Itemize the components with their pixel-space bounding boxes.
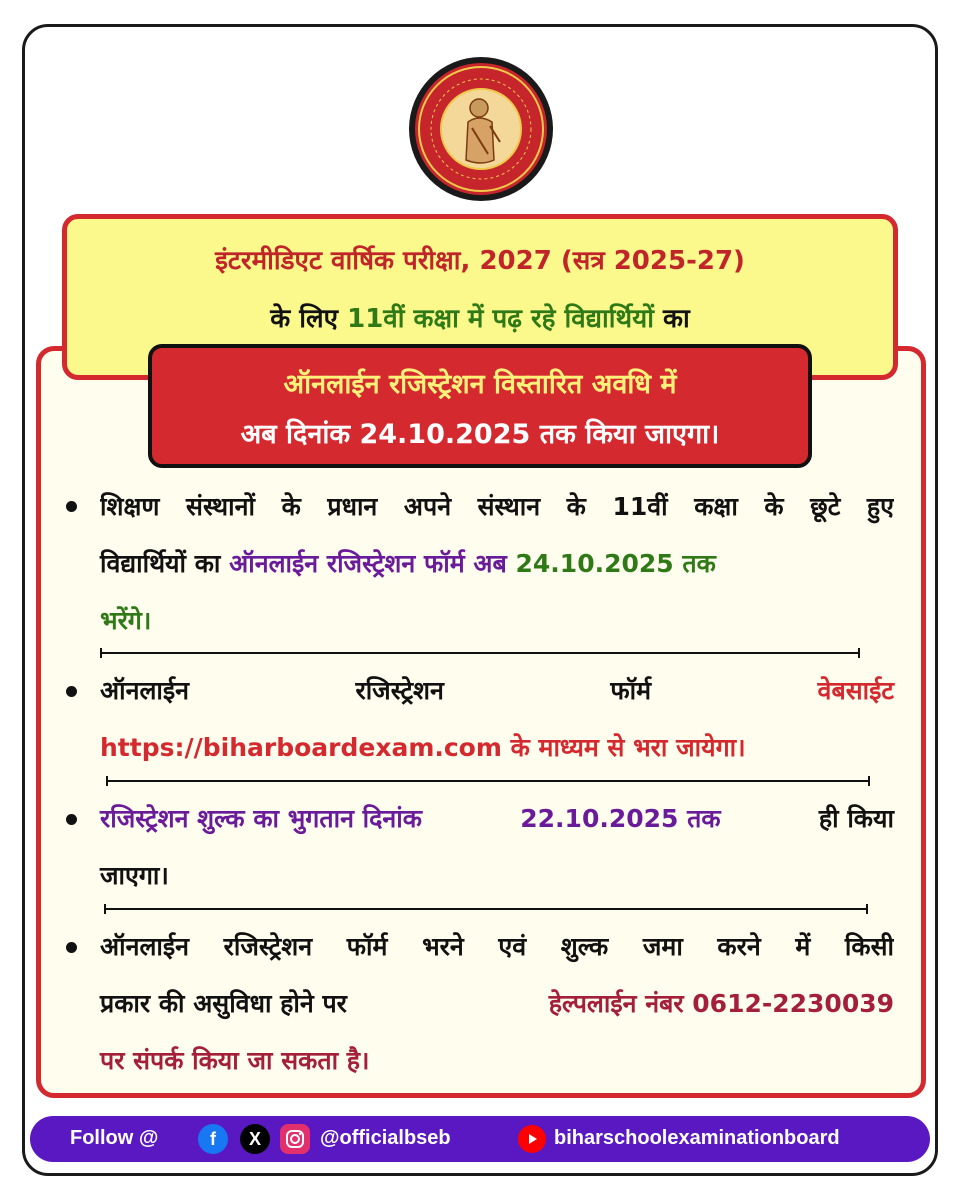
social-handle[interactable]: @officialbseb: [320, 1127, 451, 1149]
exam-title: इंटरमीडिएट वार्षिक परीक्षा, 2027 (सत्र 2025-27): [215, 246, 745, 276]
facebook-icon[interactable]: f: [198, 1124, 228, 1154]
website-link[interactable]: https://biharboardexam.com के माध्यम से भरा जायेगा।: [100, 733, 746, 762]
bullet-3-line-2: जाएगा।: [100, 861, 169, 890]
bullet-1-text-b: ऑनलाईन रजिस्ट्रेशन फॉर्म अब: [229, 549, 507, 578]
bullet-1-text-a: विद्यार्थियों का: [100, 549, 221, 578]
youtube-icon[interactable]: [518, 1125, 546, 1153]
bullet-4-line-1: ऑनलाईन रजिस्ट्रेशन फॉर्म भरने एवं शुल्क जमा करने में किसी: [100, 932, 894, 961]
banner-line-1: ऑनलाईन रजिस्ट्रेशन विस्तारित अवधि में: [283, 369, 677, 400]
bullet-dot: [66, 501, 77, 512]
exam-subtitle: [67, 299, 893, 335]
bseb-seal-icon: [408, 56, 554, 202]
bullet-item-1: [100, 478, 894, 649]
bullet-2-word-4: वेबसाईट: [817, 676, 894, 705]
bullet-2-word-2: रजिस्ट्रेशन: [355, 676, 444, 705]
x-icon[interactable]: X: [240, 1124, 270, 1154]
bullet-item-4: [100, 918, 894, 1089]
bullet-1-line-1: शिक्षण संस्थानों के प्रधान अपने संस्थान के 11वीं कक्षा के छूटे हुए: [100, 492, 894, 521]
bullet-1-line-2: [100, 535, 894, 592]
bullet-2-word-3: फॉर्म: [610, 676, 652, 705]
subtitle-highlight: 11वीं कक्षा में पढ़ रहे विद्यार्थियों: [347, 304, 654, 334]
divider: [106, 776, 870, 786]
bullet-4-line-2: [100, 975, 894, 1032]
bullet-item-2: [100, 662, 894, 776]
bullet-dot: [66, 686, 77, 697]
bullet-dot: [66, 942, 77, 953]
subtitle-prefix: के लिए: [270, 304, 339, 334]
bullet-2-word-1: ऑनलाईन: [100, 676, 190, 705]
bullet-1-text-c: 24.10.2025 तक: [515, 549, 716, 578]
bullet-3-text-c: ही किया: [818, 804, 894, 833]
follow-label: Follow @: [70, 1127, 159, 1149]
instagram-icon[interactable]: [280, 1124, 310, 1154]
bullet-3-text-a: रजिस्ट्रेशन शुल्क का भुगतान दिनांक: [100, 804, 422, 833]
bullet-item-3: [100, 790, 894, 904]
bullet-3-text-b: 22.10.2025 तक: [520, 804, 721, 833]
youtube-channel[interactable]: biharschoolexaminationboard: [554, 1127, 840, 1149]
bullet-dot: [66, 814, 77, 825]
bullet-4-line-3: पर संपर्क किया जा सकता है।: [100, 1046, 370, 1075]
deadline-banner: [148, 344, 812, 468]
bullet-3-line-1: [100, 790, 894, 847]
helpline-number: हेल्पलाईन नंबर 0612-2230039: [548, 989, 894, 1018]
bullet-4-text-a: प्रकार की असुविधा होने पर: [100, 989, 347, 1018]
social-footer: [30, 1116, 930, 1162]
divider: [100, 648, 860, 658]
bullet-1-line-3: भरेंगे।: [100, 606, 152, 635]
bullet-2-line-1: [100, 662, 894, 719]
banner-line-2: अब दिनांक 24.10.2025 तक किया जाएगा।: [240, 419, 720, 450]
divider: [104, 904, 868, 914]
subtitle-suffix: का: [663, 304, 690, 334]
